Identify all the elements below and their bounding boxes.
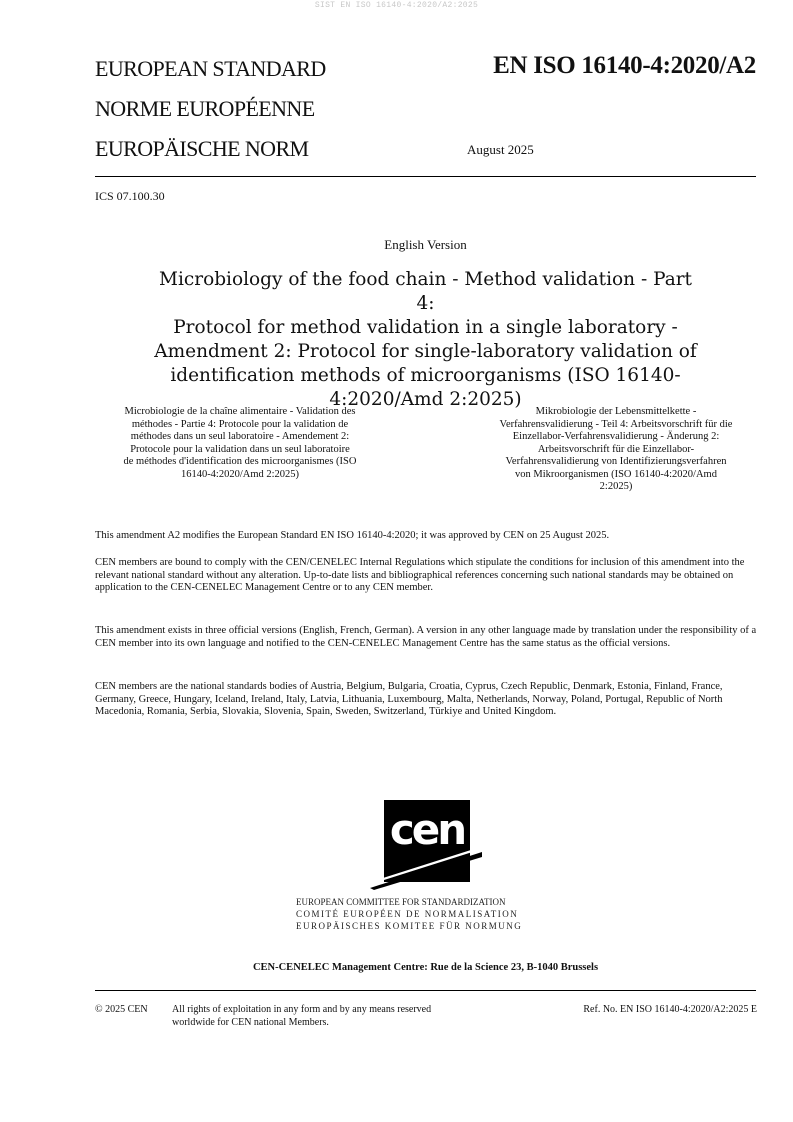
title-line: Microbiology of the food chain - Method validation - Part 4: xyxy=(159,269,692,314)
french-title-line: 16140-4:2020/Amd 2:2025) xyxy=(180,468,300,480)
approval-paragraph: This amendment A2 modifies the European Standard EN ISO 16140-4:2020; it was approved by CEN on 25 August 2025. xyxy=(95,530,610,541)
rights-line: All rights of exploitation in any form and by any means reserved xyxy=(172,1004,432,1015)
title-line: identification methods of microorganisms (ISO 16140- xyxy=(170,365,681,386)
management-centre: CEN-CENELEC Management Centre: Rue de la Science 23, B-1040 Brussels xyxy=(252,962,599,973)
french-title-line: Protocole pour la validation dans un seul laboratoire xyxy=(130,443,350,455)
compliance-paragraph: CEN members are bound to comply with the CEN/CENELEC Internal Regulations which stipulate the conditions for inclusion of this amendment into the relevant national standard without any alteration. Up-to-date lists and bibliographical references concerning such national standards may be obtained on application to the CEN-CENELEC Management Centre or to any CEN member. xyxy=(95,557,745,593)
copyright: © 2025 CEN xyxy=(95,1004,148,1015)
watermark: SIST EN ISO 16140-4:2020/A2:2025 xyxy=(314,1,479,10)
reference-number: Ref. No. EN ISO 16140-4:2020/A2:2025 E xyxy=(583,1004,757,1015)
standard-number: EN ISO 16140-4:2020/A2 xyxy=(493,52,756,79)
cen-logo xyxy=(370,800,482,890)
document-title xyxy=(148,268,703,412)
german-title xyxy=(468,406,764,494)
french-title-line: méthodes dans un seul laboratoire - Amendement 2: xyxy=(130,431,350,442)
german-title-line: Verfahrensvalidierung von Identifizierungsverfahren xyxy=(505,456,727,467)
ics-code: ICS 07.100.30 xyxy=(95,189,165,203)
committee-name-en: EUROPEAN COMMITTEE FOR STANDARDIZATION xyxy=(296,897,506,907)
standard-name-fr: NORME EUROPÉENNE xyxy=(95,96,315,121)
title-line: Amendment 2: Protocol for single-laboratory validation of xyxy=(154,341,697,362)
rights-line: worldwide for CEN national Members. xyxy=(172,1016,329,1028)
members-paragraph: CEN members are the national standards bodies of Austria, Belgium, Bulgaria, Croatia, Cyprus, Czech Republic, Denmark, Estonia, Finland, France, Germany, Greece, Hungary, Iceland, Ireland, Italy, Latvia, Lithuania, Luxembourg, Malta, Netherlands, Norway, Poland, Portugal, Republic of North Macedonia, Romania, Serbia, Slovakia, Slovenia, Spain, Sweden, Switzerland, Türkiye and United Kingdom. xyxy=(95,681,723,717)
committee-name-de: EUROPÄISCHES KOMITEE FÜR NORMUNG xyxy=(296,921,523,931)
cen-logo-icon xyxy=(370,800,482,890)
title-line: 4:2020/Amd 2:2025) xyxy=(329,389,522,410)
header-rule xyxy=(95,176,756,177)
publication-date: August 2025 xyxy=(467,142,534,157)
german-title-line: Mikrobiologie der Lebensmittelkette - xyxy=(535,406,697,417)
german-title-line: Verfahrensvalidierung - Teil 4: Arbeitsvorschrift für die xyxy=(499,418,733,430)
rights-notice xyxy=(172,1004,512,1029)
standard-name-de: EUROPÄISCHE NORM xyxy=(95,136,309,161)
german-title-line: Arbeitsvorschrift für die Einzellabor- xyxy=(537,443,695,455)
version-label: English Version xyxy=(384,237,467,252)
standard-name-en: EUROPEAN STANDARD xyxy=(95,56,326,81)
french-title xyxy=(90,406,390,481)
french-title-line: Microbiologie de la chaîne alimentaire - Validation des xyxy=(124,406,356,417)
committee-names xyxy=(296,896,556,932)
german-title-line: 2:2025) xyxy=(599,481,633,492)
german-title-line: Einzellabor-Verfahrensvalidierung - Änderung 2: xyxy=(512,431,720,442)
footer-rule xyxy=(95,990,756,991)
french-title-line: de méthodes d'identification des microorganismes (ISO xyxy=(123,456,357,467)
title-line: Protocol for method validation in a single laboratory - xyxy=(173,317,678,338)
german-title-line: von Mikroorganismen (ISO 16140-4:2020/Amd xyxy=(515,468,717,480)
logo-text: cen xyxy=(389,805,465,854)
committee-name-fr: COMITÉ EUROPÉEN DE NORMALISATION xyxy=(296,909,519,919)
versions-paragraph: This amendment exists in three official versions (English, French, German). A version in any other language made by translation under the responsibility of a CEN member into its own language and notified to the CEN-CENELEC Management Centre has the same status as the official versions. xyxy=(95,625,757,649)
french-title-line: méthodes - Partie 4: Protocole pour la validation de xyxy=(131,418,349,430)
